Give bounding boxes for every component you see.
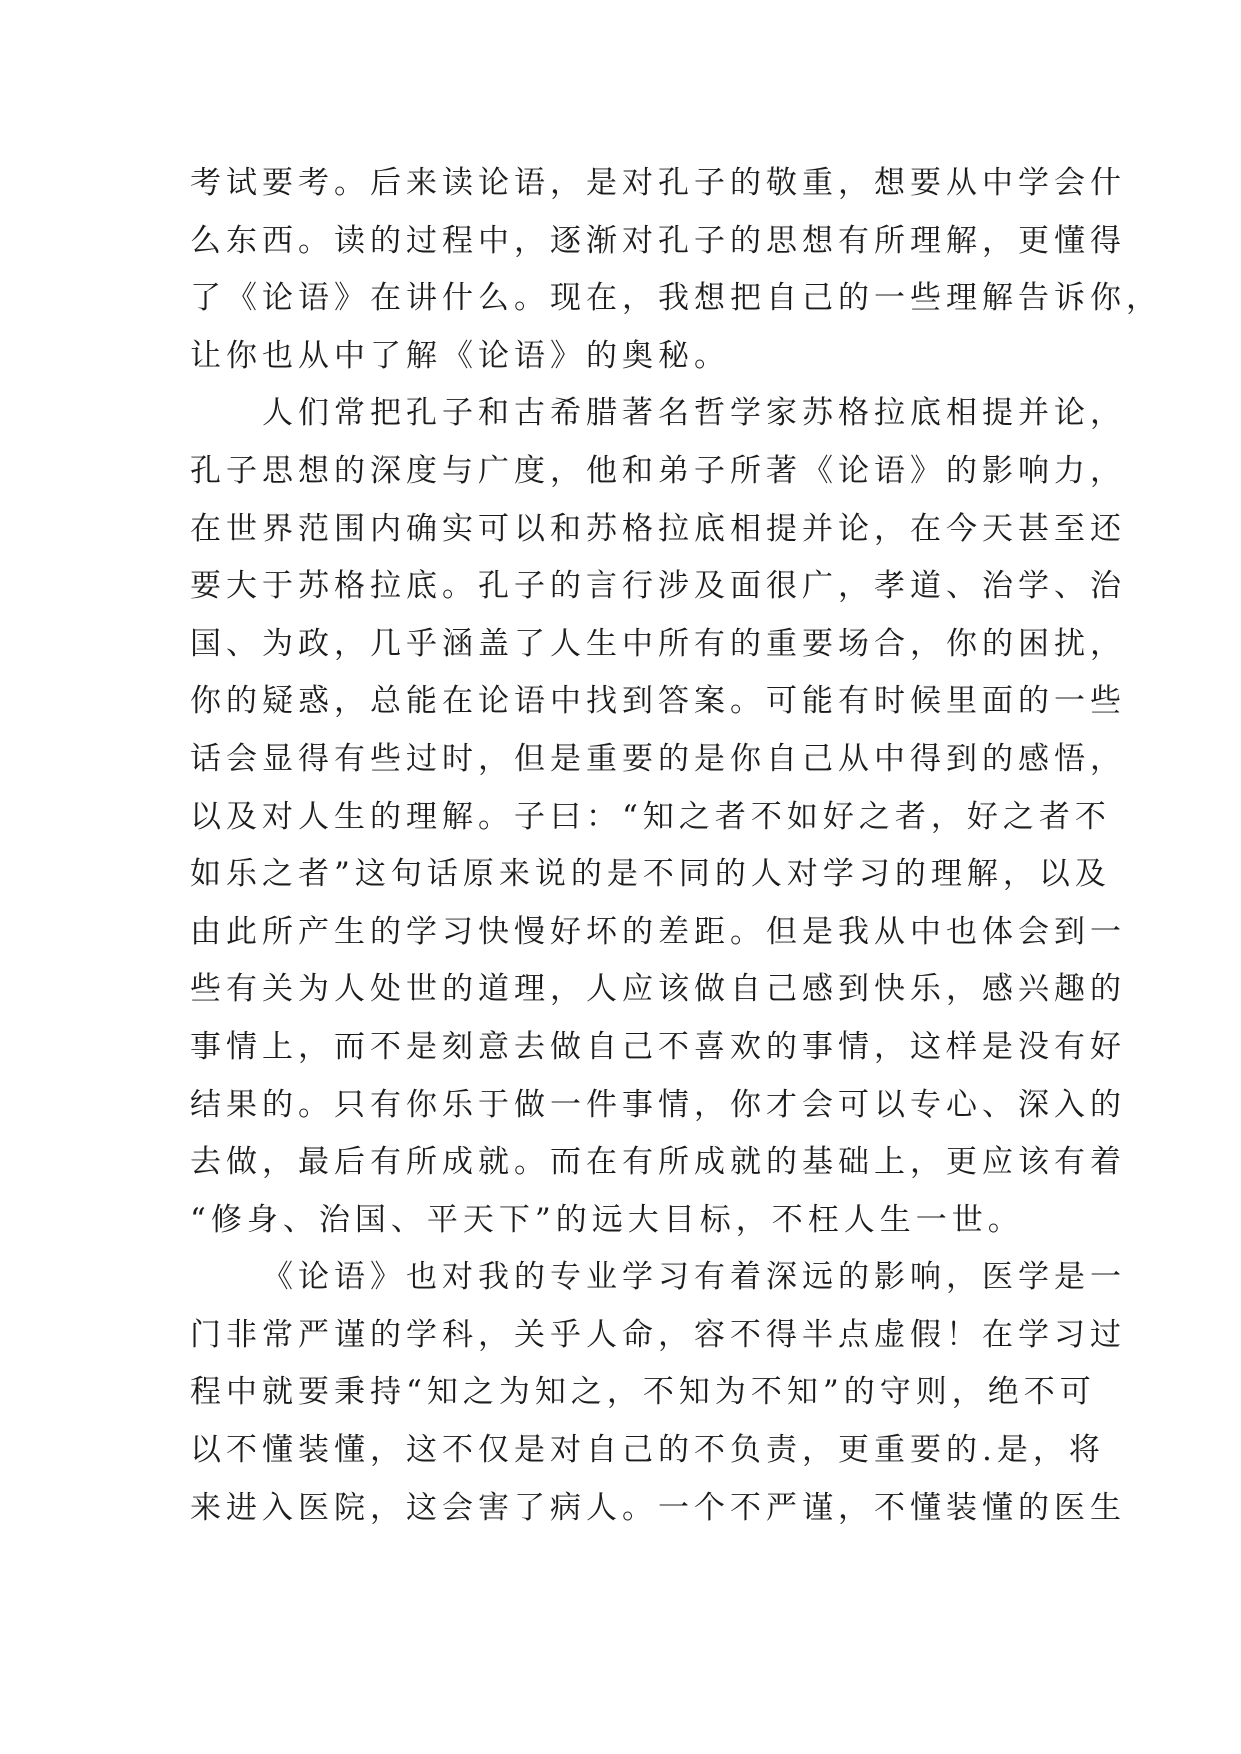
text-line: 程中就要秉持“知之为知之，不知为不知”的守则，绝不可 xyxy=(190,1374,1096,1411)
text-line: 让你也从中了解《论语》的奥秘。 xyxy=(190,337,730,374)
text-line: 孔子思想的深度与广度，他和弟子所著《论语》的影响力， xyxy=(190,452,1126,489)
text-line: 你的疑惑，总能在论语中找到答案。可能有时候里面的一些 xyxy=(190,683,1126,720)
text-line: 在世界范围内确实可以和苏格拉底相提并论，在今天甚至还 xyxy=(190,510,1126,547)
paragraph-start-line: 人们常把孔子和古希腊著名哲学家苏格拉底相提并论， xyxy=(262,395,1126,432)
text-line: 话会显得有些过时，但是重要的是你自己从中得到的感悟， xyxy=(190,740,1126,777)
text-line: 结果的。只有你乐于做一件事情，你才会可以专心、深入的 xyxy=(190,1086,1126,1123)
text-line: 考试要考。后来读论语，是对孔子的敬重，想要从中学会什 xyxy=(190,165,1126,201)
body-text xyxy=(190,155,1162,1537)
text-line: 国、为政，几乎涵盖了人生中所有的重要场合，你的困扰， xyxy=(190,625,1126,662)
text-line: 去做，最后有所成就。而在有所成就的基础上，更应该有着 xyxy=(190,1144,1126,1181)
text-line: 来进入医院，这会害了病人。一个不严谨，不懂装懂的医生 xyxy=(190,1489,1126,1526)
text-line: 了《论语》在讲什么。现在，我想把自己的一些理解告诉你， xyxy=(190,280,1162,317)
paragraph-start-line: 《论语》也对我的专业学习有着深远的影响，医学是一 xyxy=(262,1259,1126,1296)
text-line: 门非常严谨的学科，关乎人命，容不得半点虚假！在学习过 xyxy=(190,1316,1126,1353)
text-line: 么东西。读的过程中，逐渐对孔子的思想有所理解，更懂得 xyxy=(190,222,1126,259)
text-line: 如乐之者”这句话原来说的是不同的人对学习的理解，以及 xyxy=(190,856,1111,893)
text-line: “修身、治国、平天下”的远大目标，不枉人生一世。 xyxy=(190,1201,1024,1238)
text-line: 由此所产生的学习快慢好坏的差距。但是我从中也体会到一 xyxy=(190,913,1126,950)
text-line: 以及对人生的理解。子曰：“知之者不如好之者，好之者不 xyxy=(190,798,1111,835)
text-line: 要大于苏格拉底。孔子的言行涉及面很广，孝道、治学、治 xyxy=(190,568,1126,605)
text-line: 以不懂装懂，这不仅是对自己的不负责，更重要的.是，将 xyxy=(190,1432,1105,1469)
text-line: 事情上，而不是刻意去做自己不喜欢的事情，这样是没有好 xyxy=(190,1028,1126,1065)
text-line: 些有关为人处世的道理，人应该做自己感到快乐，感兴趣的 xyxy=(190,971,1126,1008)
